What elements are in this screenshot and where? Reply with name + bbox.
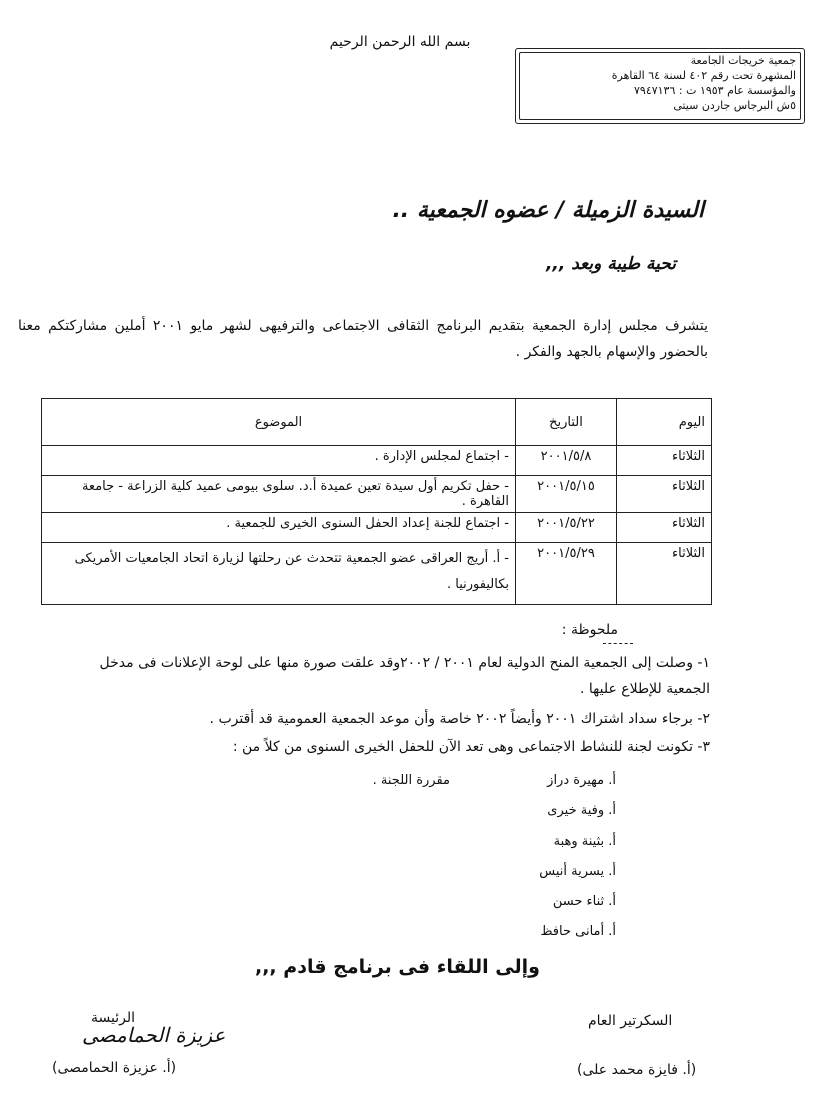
stamp-line: والمؤسسة عام ١٩٥٣ ت : ٧٩٤٧١٣٦	[634, 84, 796, 97]
table-header-row	[42, 399, 712, 446]
row-topic: - أ. أريج العراقى عضو الجمعية تتحدث عن رحلتها لزيارة اتحاد الجامعيات الأمريكى بكاليفورنيا .	[42, 543, 516, 605]
row-date: ٢٠٠١/٥/٢٩	[516, 543, 617, 605]
row-topic: - اجتماع لمجلس الإدارة .	[42, 446, 516, 476]
table-row	[42, 476, 712, 513]
header-topic: الموضوع	[42, 399, 516, 446]
row-date: ٢٠٠١/٥/٨	[516, 446, 617, 476]
president-title: الرئيسة	[91, 1010, 135, 1026]
table-row	[42, 543, 712, 605]
row-day: الثلاثاء	[617, 476, 712, 513]
table-row	[42, 446, 712, 476]
salutation: السيدة الزميلة / عضوه الجمعية ..	[392, 198, 704, 223]
table-row	[42, 513, 712, 543]
row-day: الثلاثاء	[617, 513, 712, 543]
secretary-name: (أ. فايزة محمد على)	[577, 1062, 697, 1078]
notes-underline	[603, 643, 633, 644]
header-date: التاريخ	[516, 399, 617, 446]
row-topic: - حفل تكريم أول سيدة تعين عميدة أ.د. سلوى بيومى عميد كلية الزراعة - جامعة القاهرة .	[42, 476, 516, 513]
header-day: اليوم	[617, 399, 712, 446]
committee-member-name: أ. أمانى حافظ	[540, 924, 616, 939]
closing-line: وإلى اللقاء فى برنامج قادم ,,,	[255, 956, 540, 978]
president-signature: عزيزة الحمامصى	[82, 1023, 226, 1047]
row-day: الثلاثاء	[617, 543, 712, 605]
stamp-line: جمعية خريجات الجامعة	[690, 54, 796, 67]
note-item: ٢- برجاء سداد اشتراك ٢٠٠١ وأيضاً ٢٠٠٢ خاصة وأن موعد الجمعية العمومية قد أقترب .	[209, 711, 710, 727]
committee-member-name: أ. وفية خيرى	[547, 803, 616, 818]
row-topic: - اجتماع للجنة إعداد الحفل السنوى الخيرى للجمعية .	[42, 513, 516, 543]
committee-member-name: أ. ثناء حسن	[552, 894, 616, 909]
notes-title: ملحوظة :	[561, 622, 618, 638]
note-item: ١- وصلت إلى الجمعية المنح الدولية لعام ٢٠٠١ / ٢٠٠٢وقد علقت صورة منها على لوحة الإعلانات فى مدخل الجمعية للإطلاع عليها .	[99, 655, 710, 697]
program-table	[41, 398, 712, 605]
intro-paragraph: يتشرف مجلس إدارة الجمعية بتقديم البرنامج الثقافى الاجتماعى والترفيهى لشهر مايو ٢٠٠١ أملين مشاركتكم معنا بالحضور والإسهام بالجهد والفكر .	[18, 318, 708, 360]
row-date: ٢٠٠١/٥/٢٢	[516, 513, 617, 543]
basmala: بسم الله الرحمن الرحيم	[329, 34, 471, 50]
committee-member-name: أ. بثينة وهبة	[553, 834, 616, 849]
association-stamp	[515, 48, 805, 124]
committee-member-role: مقررة اللجنة .	[372, 773, 450, 788]
committee-member-name: أ. يسرية أنيس	[539, 864, 616, 879]
stamp-line: ٥ش البرجاس جاردن سيتى	[673, 99, 796, 112]
greeting: تحية طيبة وبعد ,,,	[545, 254, 676, 274]
president-name: (أ. عزيزة الحمامصى)	[52, 1060, 177, 1076]
row-day: الثلاثاء	[617, 446, 712, 476]
row-date: ٢٠٠١/٥/١٥	[516, 476, 617, 513]
note-item: ٣- تكونت لجنة للنشاط الاجتماعى وهى تعد الآن للحفل الخيرى السنوى من كلاً من :	[232, 739, 710, 755]
stamp-line: المشهرة تحت رقم ٤٠٢ لسنة ٦٤ القاهرة	[611, 69, 796, 82]
committee-member-name: أ. مهيرة دراز	[547, 773, 616, 788]
secretary-title: السكرتير العام	[588, 1013, 673, 1029]
